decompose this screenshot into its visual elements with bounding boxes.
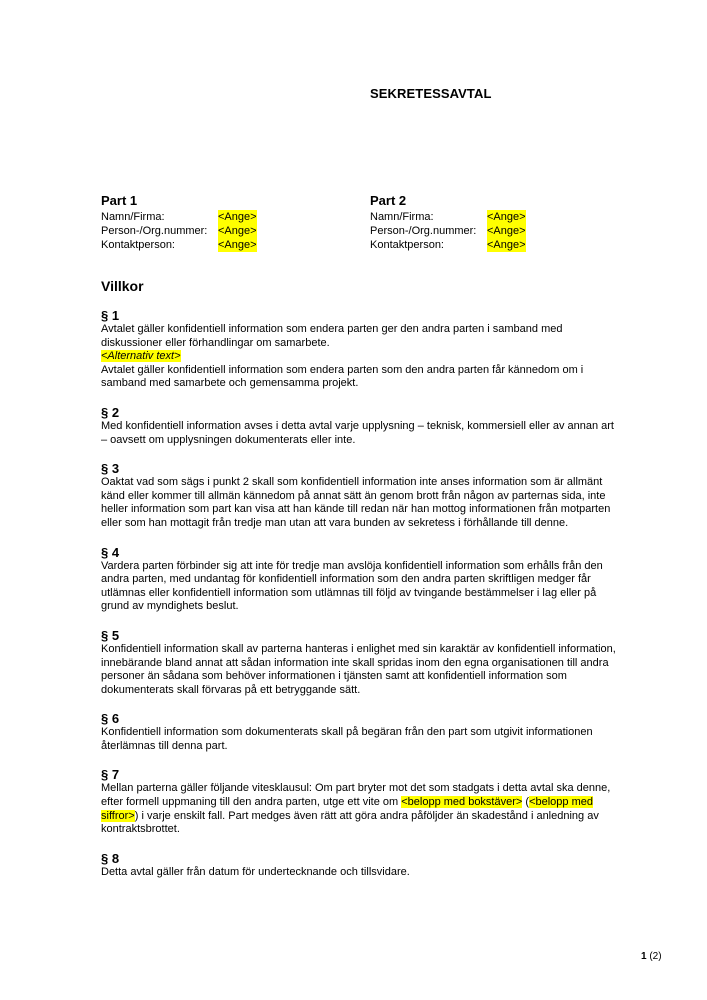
total-pages: (2) [649, 951, 662, 962]
section-number: § 1 [101, 308, 120, 323]
terms-sections [101, 308, 616, 893]
section-text [101, 782, 616, 836]
section-4 [101, 545, 616, 614]
party-1-name-row [101, 210, 341, 224]
section-text: Konfidentiell information som dokumenterats skall på begäran från den part som utgivit informationen återlämnas till denna part. [101, 726, 593, 752]
party-2-block [370, 193, 610, 252]
placeholder-value[interactable]: <Ange> [218, 239, 257, 251]
field-label: Person-/Org.nummer: [101, 225, 208, 237]
section-6 [101, 711, 616, 753]
section-number: § 2 [101, 404, 120, 420]
section-number: § 8 [101, 850, 120, 866]
section-text-part: ) i varje enskilt fall. Part medges även rätt att göra andra påföljder än skadestånd i anledning av kontraktsbrottet. [101, 809, 599, 836]
section-text: Vardera parten förbinder sig att inte för tredje man avslöja konfidentiell information som erhålls från den andra parten, med undantag för konfidentiell information som den andra parten skriftligen medger får utlämnas eller konfidentiell information som utlämnas till följd av tvingande bestämmelser i lag eller på grund av myndighets beslut. [101, 559, 603, 613]
field-label: Person-/Org.nummer: [370, 225, 477, 237]
field-label: Namn/Firma: [370, 211, 434, 223]
section-text: Konfidentiell information skall av parterna hanteras i enlighet med sin karaktär av konfidentiell information, innebärande bland annat att sådan information inte skall spridas inom den egna organisationen till andra personer än sådana som behöver informationen i tjänsten samt att konfidentiell information som dokumenterats skall förvaras på ett betryggande sätt. [101, 642, 616, 696]
placeholder-value[interactable]: <Ange> [218, 211, 257, 223]
alternative-block [101, 350, 616, 364]
party-1-block [101, 193, 341, 252]
current-page: 1 [641, 951, 647, 962]
section-number: § 5 [101, 627, 120, 643]
party-2-heading: Part 2 [370, 193, 407, 208]
section-number: § 6 [101, 711, 120, 727]
section-2 [101, 405, 616, 447]
section-number: § 7 [101, 767, 120, 783]
party-1-orgnr-row [101, 224, 341, 238]
section-5 [101, 628, 616, 697]
section-text-part: ( [522, 796, 530, 809]
section-text: Med konfidentiell information avses i detta avtal varje upplysning – teknisk, kommersiell eller av annan art – oavsett om upplysningen dokumenterats eller inte. [101, 419, 614, 446]
section-8 [101, 851, 616, 880]
field-label: Kontaktperson: [101, 239, 175, 251]
field-label: Kontaktperson: [370, 239, 444, 251]
section-3 [101, 461, 616, 530]
section-1 [101, 308, 616, 391]
placeholder-value[interactable]: <Ange> [487, 239, 526, 251]
section-text: Avtalet gäller konfidentiell information som endera parten ger den andra parten i samband med diskussioner eller förhandlingar om samarbete. [101, 323, 563, 349]
party-2-contact-row [370, 238, 610, 252]
party-1-contact-row [101, 238, 341, 252]
party-2-orgnr-row [370, 224, 610, 238]
terms-heading: Villkor [101, 278, 144, 294]
document-title: SEKRETESSAVTAL [370, 86, 492, 101]
party-1-heading: Part 1 [101, 193, 138, 208]
section-7 [101, 767, 616, 836]
section-number: § 4 [101, 544, 120, 560]
section-text-part: Mellan parterna gäller följande vitesklausul: Om part bryter mot det som stadgats i detta avtal ska denne, efter formell uppmaning till den andra parten, utge ett vite om [101, 782, 611, 809]
placeholder-value[interactable]: <Ange> [487, 225, 526, 237]
party-2-name-row [370, 210, 610, 224]
section-number: § 3 [101, 461, 120, 477]
section-text: Detta avtal gäller från datum för undertecknande och tillsvidare. [101, 865, 410, 878]
placeholder-value[interactable]: <Ange> [487, 211, 526, 223]
amount-in-figures-placeholder[interactable]: <belopp med siffror> [101, 796, 593, 822]
page-number [641, 951, 662, 962]
section-alt-text: Avtalet gäller konfidentiell information som endera parten som den andra parten får kännedom om i samband med samarbete och gemensamma projekt. [101, 363, 584, 390]
alternative-text-label[interactable]: <Alternativ text> [101, 350, 181, 363]
amount-in-words-placeholder[interactable]: <belopp med bokstäver> [401, 796, 523, 809]
section-text: Oaktat vad som sägs i punkt 2 skall som konfidentiell information inte anses information som är allmänt känd eller kommer till allmän kännedom på annat sätt än genom brott från någon av parternas sida, inte heller information som part kan visa att han kände till redan när han mottog informationen från motparten eller som han mottagit från tredje man utan att vara bunden av sekretess i förhållande till denne. [101, 476, 611, 529]
field-label: Namn/Firma: [101, 211, 165, 223]
placeholder-value[interactable]: <Ange> [218, 225, 257, 237]
